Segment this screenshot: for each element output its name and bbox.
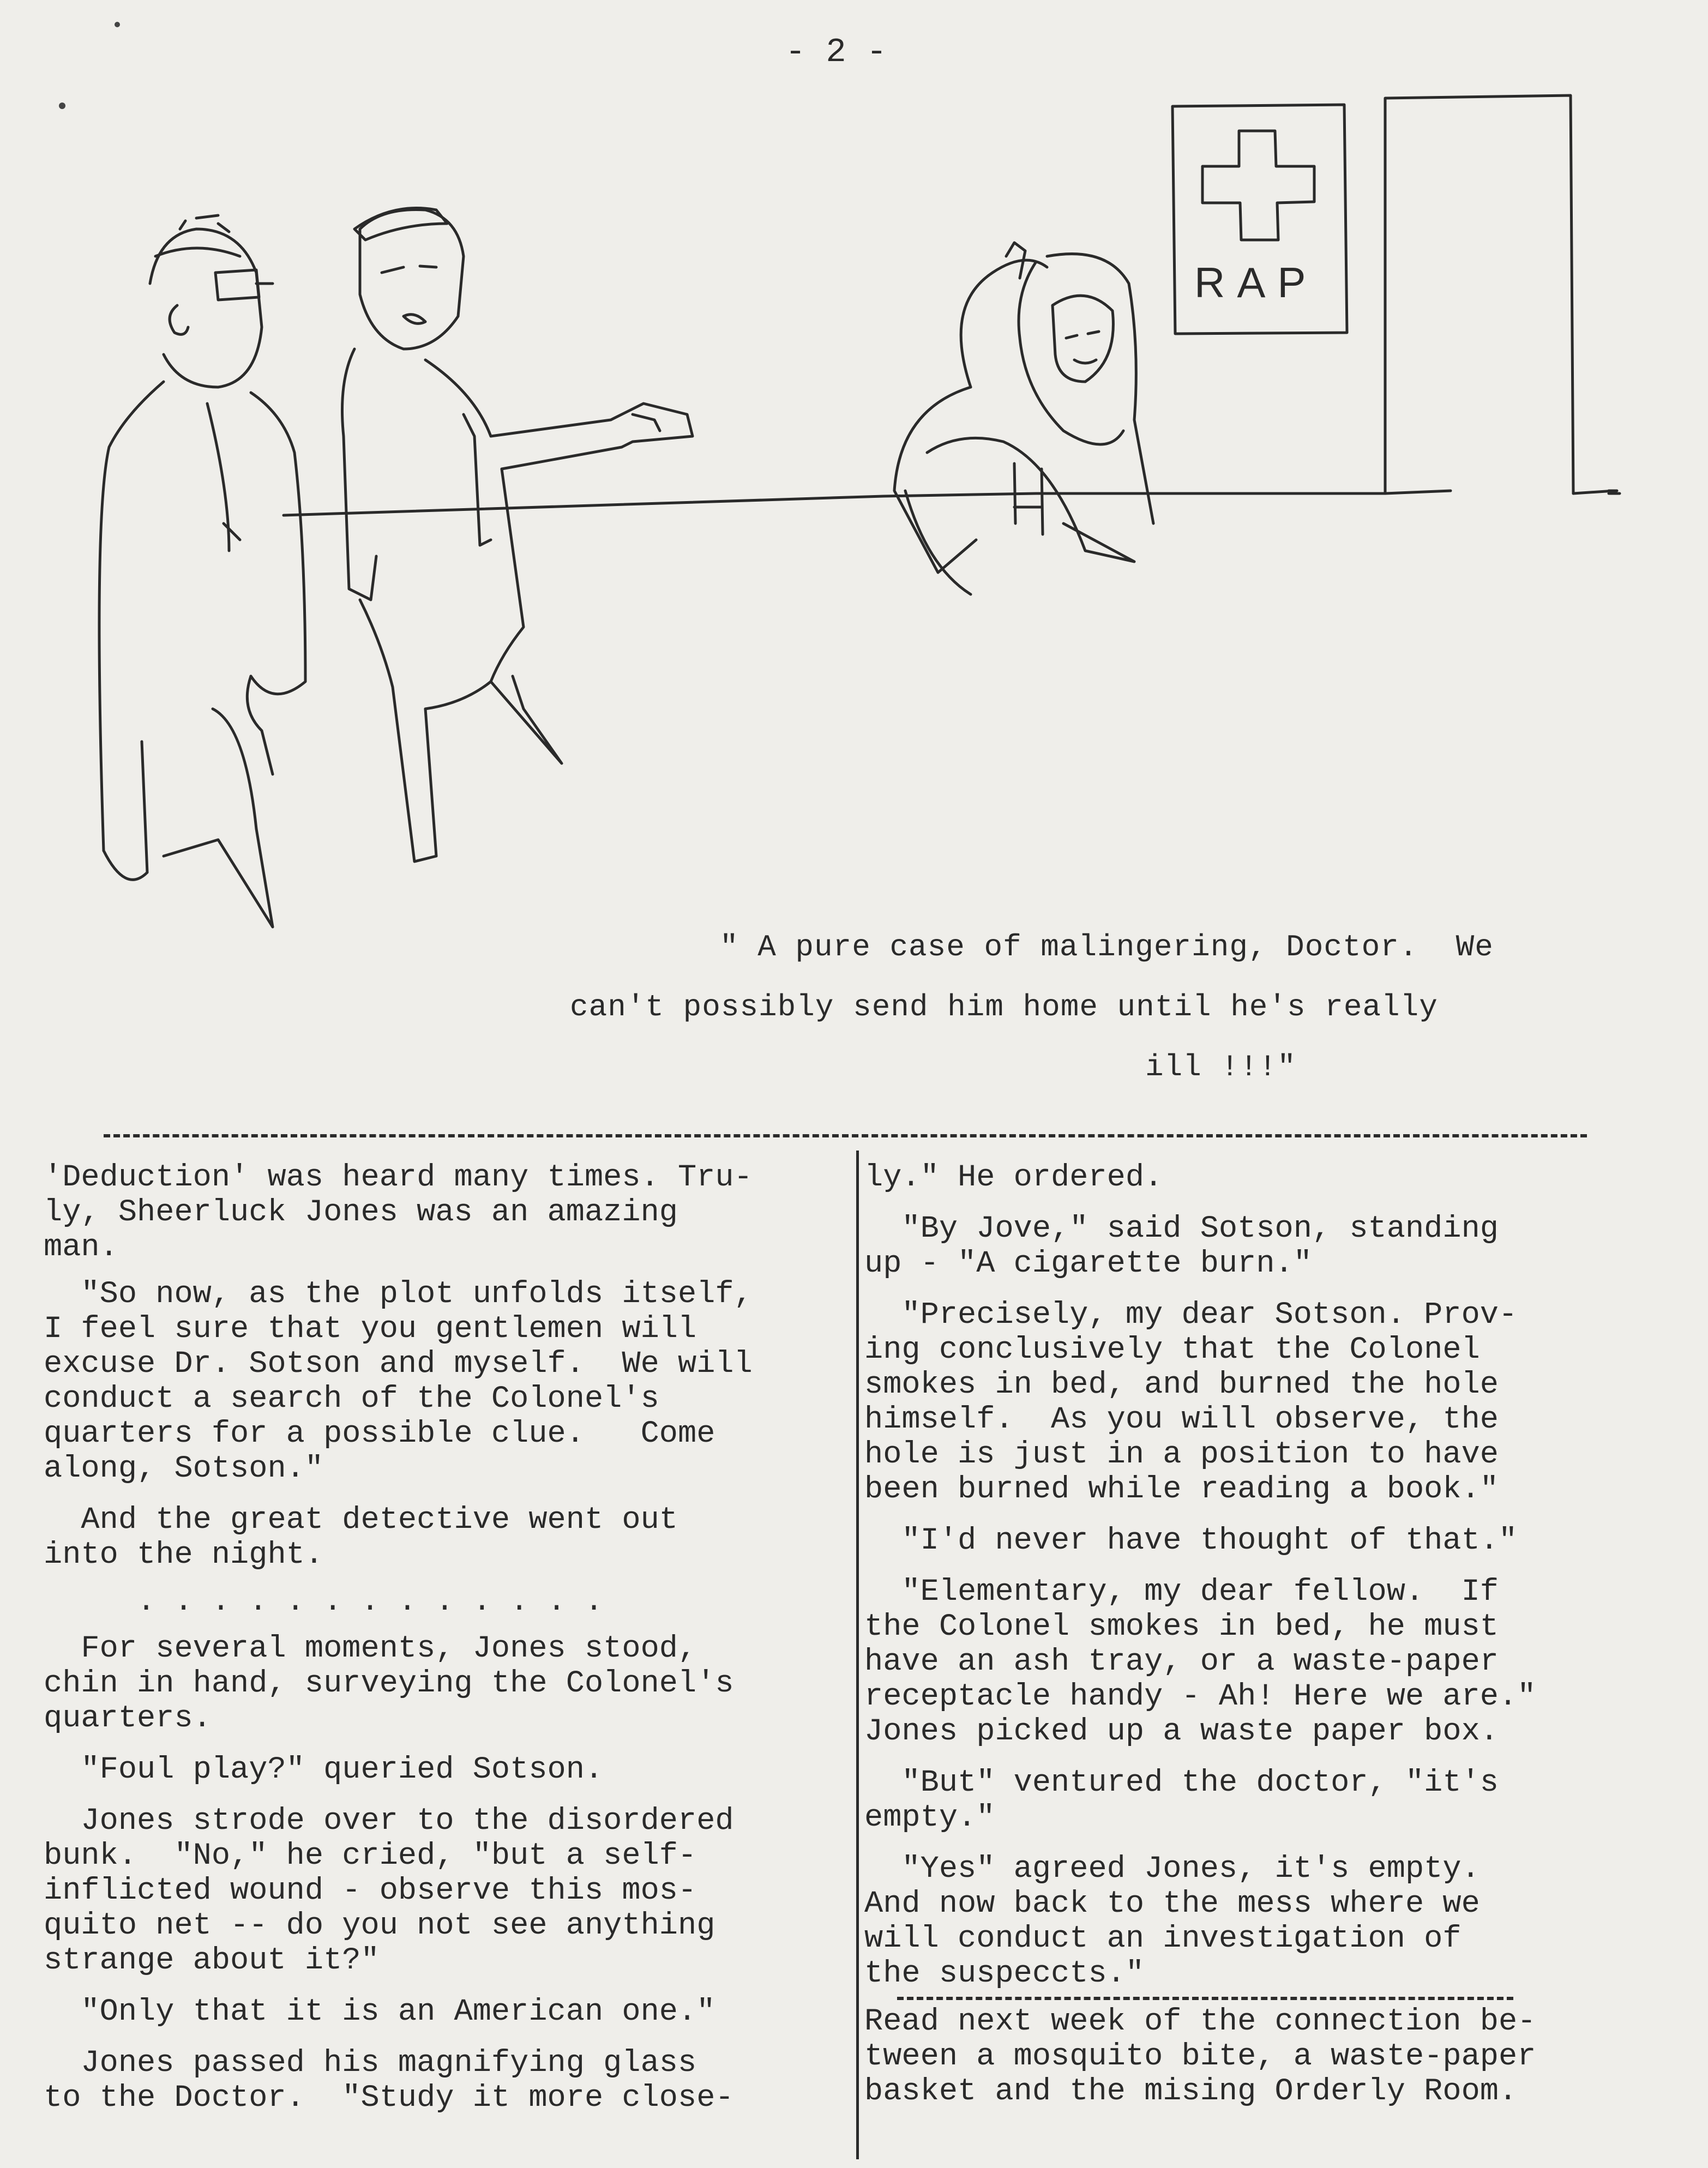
text-line: "But" ventured the doctor, "it's: [864, 1766, 1499, 1800]
patient-figure: [894, 243, 1153, 594]
cartoon-illustration: [0, 0, 1708, 960]
text-line: "I'd never have thought of that.": [864, 1523, 1518, 1558]
doctor-left-figure: [99, 215, 305, 927]
text-line: "Foul play?" queried Sotson.: [44, 1753, 604, 1787]
red-cross-icon: [1202, 131, 1314, 240]
dotted-separator: . . . . . . . . . . . . .: [44, 1585, 604, 1619]
text-line: "Precisely, my dear Sotson. Prov-: [864, 1298, 1518, 1333]
text-line: And the great detective went out: [44, 1503, 678, 1538]
section-divider: [104, 1134, 1587, 1137]
text-line: ing conclusively that the Colonel: [864, 1333, 1480, 1368]
right-column: [864, 1160, 1536, 2109]
text-line: "So now, as the plot unfolds itself,: [44, 1277, 753, 1312]
text-line: inflicted wound - observe this mos-: [44, 1874, 697, 1908]
rap-sign: [1172, 105, 1347, 334]
text-line: quarters.: [44, 1701, 212, 1736]
text-line: Jones strode over to the disordered: [44, 1804, 734, 1839]
text-line: excuse Dr. Sotson and myself. We will: [44, 1347, 753, 1382]
door-frame: [1385, 95, 1573, 493]
text-line: into the night.: [44, 1538, 324, 1573]
text-line: Jones picked up a waste paper box.: [864, 1714, 1499, 1749]
text-line: quarters for a possible clue. Come: [44, 1417, 715, 1452]
text-line: hole is just in a position to have: [864, 1437, 1499, 1472]
doctor-right-figure: [342, 208, 693, 862]
text-line: "Yes" agreed Jones, it's empty.: [864, 1852, 1480, 1887]
caption-line-2: can't possibly send him home until he's really: [570, 990, 1438, 1025]
caption-line-3: ill !!!": [1145, 1050, 1296, 1085]
text-line: conduct a search of the Colonel's: [44, 1382, 659, 1417]
text-line: strange about it?": [44, 1943, 380, 1978]
text-line: chin in hand, surveying the Colonel's: [44, 1666, 734, 1701]
text-line: along, Sotson.": [44, 1452, 324, 1486]
text-line: empty.": [864, 1800, 995, 1835]
text-line: receptacle handy - Ah! Here we are.": [864, 1679, 1536, 1714]
text-line: "Elementary, my dear fellow. If: [864, 1575, 1499, 1610]
text-line: I feel sure that you gentlemen will: [44, 1312, 697, 1347]
end-divider: [897, 1997, 1513, 2000]
text-line: himself. As you will observe, the: [864, 1402, 1499, 1437]
text-line: ly." He ordered.: [864, 1160, 1163, 1195]
text-line: the Colonel smokes in bed, he must: [864, 1610, 1499, 1645]
text-line: bunk. "No," he cried, "but a self-: [44, 1839, 697, 1874]
text-line: "By Jove," said Sotson, standing: [864, 1212, 1499, 1246]
floor-line: [284, 491, 1451, 515]
caption-line-1: " A pure case of malingering, Doctor. We: [720, 930, 1494, 965]
text-line: to the Doctor. "Study it more close-: [44, 2081, 734, 2116]
rap-sign-text: RAP: [1194, 258, 1318, 306]
left-column: [44, 1160, 753, 2116]
text-line: And now back to the mess where we: [864, 1887, 1480, 1922]
text-line: "Only that it is an American one.": [44, 1995, 715, 2030]
text-line: will conduct an investigation of: [864, 1922, 1462, 1956]
text-line: For several moments, Jones stood,: [44, 1631, 697, 1666]
text-line: have an ash tray, or a waste-paper: [864, 1645, 1499, 1679]
text-line: 'Deduction' was heard many times. Tru-: [44, 1160, 753, 1195]
column-divider: [856, 1151, 859, 2159]
text-line: been burned while reading a book.": [864, 1472, 1499, 1507]
text-line: ly, Sheerluck Jones was an amazing: [44, 1195, 678, 1230]
text-line: man.: [44, 1230, 118, 1265]
text-line: tween a mosquito bite, a waste-paper: [864, 2039, 1536, 2074]
text-line: up - "A cigarette burn.": [864, 1246, 1312, 1281]
text-line: smokes in bed, and burned the hole: [864, 1368, 1499, 1402]
text-line: Read next week of the connection be-: [864, 2004, 1536, 2039]
text-line: quito net -- do you not see anything: [44, 1908, 715, 1943]
text-line: the suspeccts.": [864, 1956, 1145, 1991]
text-line: Jones passed his magnifying glass: [44, 2046, 697, 2081]
page-number: - 2 -: [785, 33, 887, 71]
text-line: basket and the mising Orderly Room.: [864, 2074, 1518, 2109]
